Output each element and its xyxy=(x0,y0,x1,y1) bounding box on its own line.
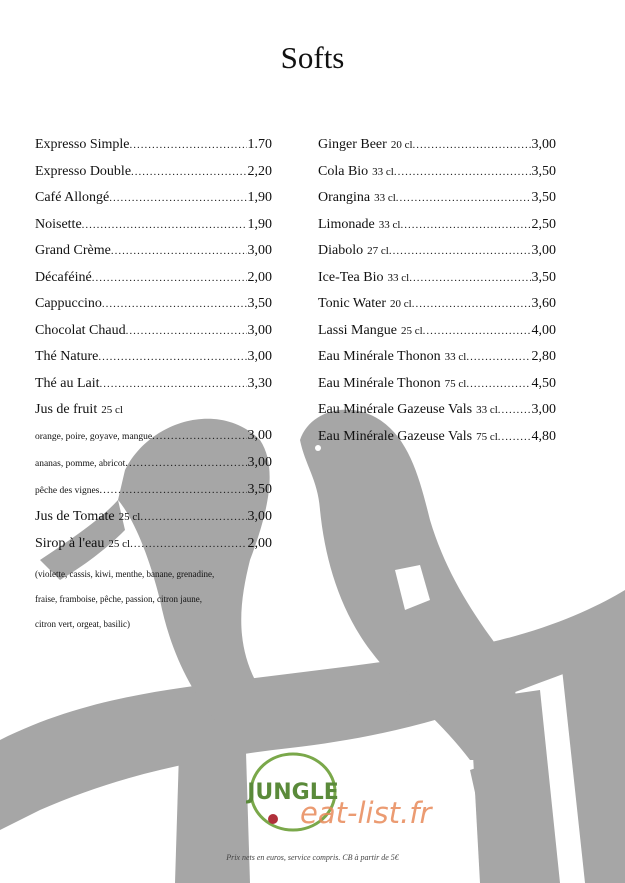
juice-item xyxy=(35,482,272,509)
item-name: Thé au Lait xyxy=(35,375,100,391)
item-name: Diabolo xyxy=(318,243,364,258)
menu-item xyxy=(35,270,272,297)
item-name: Eau Minérale Gazeuse Vals xyxy=(318,402,473,417)
item-price: 3,00 xyxy=(247,428,272,443)
item-name: Café Allongé xyxy=(35,190,110,205)
item-name: ananas, pomme, abricot xyxy=(35,459,126,469)
item-price: 3,00 xyxy=(247,509,272,524)
item-price: 2,00 xyxy=(247,535,272,551)
item-price: 3,00 xyxy=(531,137,556,152)
item-name: Eau Minérale Thonon xyxy=(318,375,441,391)
item-name: Cappuccino xyxy=(35,296,102,311)
item-name: Décaféiné xyxy=(35,269,92,285)
menu-item xyxy=(35,190,272,217)
menu-item xyxy=(35,323,272,350)
juice-item xyxy=(35,455,272,482)
item-name: pêche des vignes xyxy=(35,486,100,496)
menu-item xyxy=(318,296,556,323)
watermark: eat-list.fr xyxy=(300,796,432,830)
item-price: 3,00 xyxy=(531,243,556,258)
menu-item xyxy=(35,296,272,323)
item-name: Jus de Tomate xyxy=(35,509,115,524)
menu-item xyxy=(318,243,556,270)
item-size: 33 cl xyxy=(372,165,394,178)
menu-item xyxy=(35,376,272,403)
item-name: Grand Crème xyxy=(35,243,111,258)
item-name: Expresso Simple xyxy=(35,137,130,152)
item-size: 75 cl xyxy=(476,430,498,443)
item-price: 3,50 xyxy=(531,190,556,205)
menu-item xyxy=(318,402,556,429)
item-name: Limonade xyxy=(318,216,375,232)
menu-item xyxy=(35,164,272,191)
juice-item xyxy=(35,428,272,455)
menu-item xyxy=(318,137,556,164)
menu-item xyxy=(318,217,556,244)
menu-item xyxy=(318,376,556,403)
item-name: Eau Minérale Thonon xyxy=(318,349,441,364)
menu-item xyxy=(318,349,556,376)
item-name: orange, poire, goyave, mangue xyxy=(35,432,153,442)
footer-note: Prix nets en euros, service compris. CB à partir de 5€ xyxy=(226,853,399,862)
menu-item xyxy=(35,217,272,244)
item-price: 2,20 xyxy=(247,163,272,179)
item-price: 3,50 xyxy=(247,296,272,311)
juice-header xyxy=(35,402,272,428)
item-name: Chocolat Chaud xyxy=(35,322,126,338)
item-size: 33 cl xyxy=(476,404,498,416)
syrup-note: citron vert, orgeat, basilic) xyxy=(35,619,131,629)
item-size: 75 cl xyxy=(444,377,467,390)
item-name: Thé Nature xyxy=(35,349,99,364)
item-size: 33 cl xyxy=(378,218,401,231)
item-name: Expresso Double xyxy=(35,163,132,179)
item-price: 4,00 xyxy=(531,322,556,338)
item-name: Sirop à l'eau xyxy=(35,535,105,551)
item-price: 1,90 xyxy=(247,190,272,205)
item-price: 3,50 xyxy=(247,482,272,497)
menu-item xyxy=(35,509,272,536)
item-size: 25 cl xyxy=(118,511,141,523)
item-size: 33 cl xyxy=(444,351,467,363)
item-name: Eau Minérale Gazeuse Vals xyxy=(318,428,473,444)
item-price: 2,80 xyxy=(531,349,556,364)
item-price: 3,00 xyxy=(247,455,272,470)
item-size: 27 cl xyxy=(367,245,389,257)
syrup-note: (violette, cassis, kiwi, menthe, banane, grenadine, xyxy=(35,569,215,579)
item-size: 33 cl xyxy=(387,271,410,284)
menu-item xyxy=(35,137,272,164)
item-price: 3,00 xyxy=(247,243,272,258)
item-price: 1.70 xyxy=(247,137,272,152)
right-menu-column xyxy=(318,137,556,455)
menu-item xyxy=(318,270,556,297)
item-name: Orangina xyxy=(318,190,371,205)
item-price: 4,80 xyxy=(531,428,556,444)
svg-text:JUNGLE: JUNGLE xyxy=(247,780,339,805)
item-price: 3,00 xyxy=(531,402,556,417)
item-size: 25 cl xyxy=(108,537,131,550)
item-name: Ice-Tea Bio xyxy=(318,269,384,285)
menu-item xyxy=(35,536,272,563)
juice-header-size: 25 cl xyxy=(101,404,123,416)
item-size: 25 cl xyxy=(400,324,423,337)
left-menu-column xyxy=(35,137,272,637)
item-price: 1,90 xyxy=(247,216,272,232)
item-size: 33 cl xyxy=(374,192,396,204)
item-price: 2,00 xyxy=(247,269,272,285)
item-size: 20 cl xyxy=(390,298,412,310)
item-name: Lassi Mangue xyxy=(318,322,397,338)
item-price: 3,00 xyxy=(247,349,272,364)
menu-item xyxy=(35,243,272,270)
item-name: Ginger Beer xyxy=(318,137,387,152)
item-price: 3,50 xyxy=(531,269,556,285)
item-price: 3,50 xyxy=(531,163,556,179)
menu-item xyxy=(318,429,556,456)
menu-item xyxy=(318,190,556,217)
item-price: 3,30 xyxy=(247,375,272,391)
item-name: Noisette xyxy=(35,216,82,232)
juice-header-name: Jus de fruit xyxy=(35,402,98,417)
menu-item xyxy=(318,164,556,191)
item-price: 4,50 xyxy=(531,375,556,391)
menu-item xyxy=(35,349,272,376)
page-title: Softs xyxy=(280,40,345,75)
item-name: Cola Bio xyxy=(318,163,369,179)
item-price: 3,60 xyxy=(531,296,556,311)
item-price: 2,50 xyxy=(531,216,556,232)
syrup-note: fraise, framboise, pêche, passion, citron jaune, xyxy=(35,594,202,604)
menu-item xyxy=(318,323,556,350)
item-name: Tonic Water xyxy=(318,296,386,311)
item-size: 20 cl xyxy=(390,139,413,151)
item-price: 3,00 xyxy=(247,322,272,338)
